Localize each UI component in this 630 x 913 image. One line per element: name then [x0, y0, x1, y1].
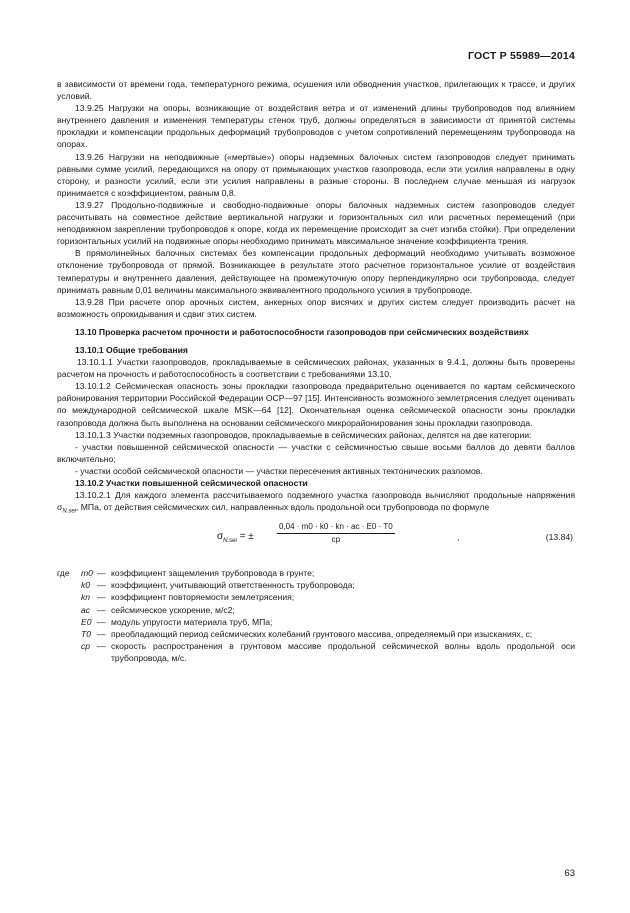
formula-number: (13.84): [545, 532, 573, 543]
doc-code-header: ГОСТ Р 55989—2014: [467, 50, 575, 62]
paragraph-13-10-1-2: 13.10.1.2 Сейсмическая опасность зоны прокладки газопровода предварительно оценивается по картам сейсмического районирования территории Российской Федерации ОСР—97 [15]. Интенсивность возможного землетрясения следует оценивать по международной сейсмической шкале MSK—64 [12]. Окончательная оценка сейсмической опасности зоны прокладки газопровода должна быть выполнена на основании сейсмического микрорайонирования зоны прокладки газопровода.: [57, 381, 575, 428]
document-page: [57, 0, 575, 913]
definition-dash: —: [97, 640, 106, 651]
paragraph-13-9-27: 13.9.27 Продольно-подвижные и свободно-подвижные опоры балочных надземных систем газопроводов следует рассчитывать на совместное действие вертикальной нагрузки и горизонтальных сил или расчетных перемещений (при неподвижном закреплении трубопроводов к опоре, когда их перемещение происходит за счет изгиба стойки). При определении горизонтальных усилий на подвижные опоры необходимо принимать максимальное значение коэффициента трения.: [57, 199, 575, 247]
definition-text: преобладающий период сейсмических колебаний грунтового массива, определяемый при изысканиях, с;: [111, 628, 533, 639]
paragraph-text-part: 13.10.2.1 Для каждого элемента рассчитываемого подземного участка газопровода вычисляют продольные напряжения σ: [57, 490, 575, 513]
definition-dash: —: [97, 580, 106, 591]
paragraph-13-9-25: 13.9.25 Нагрузки на опоры, возникающие от воздействия ветра и от изменений длины трубопроводов под влиянием внутреннего давления и изменения температуры стенок труб, должны определяться в зависимости от принятой системы прокладки и компенсации продольных деформаций трубопроводов с учетом сопротивлений перемещениям трубопровода на опорах.: [57, 103, 575, 150]
list-item-category-2: - участки особой сейсмической опасности — участки пересечения активных тектонических разломов.: [75, 465, 483, 476]
formula-fraction: [277, 521, 395, 546]
definition-text: сейсмическое ускорение, м/с2;: [111, 604, 235, 615]
sigma-subscript: N.sei: [62, 508, 76, 515]
definition-row: [57, 567, 575, 579]
definition-text: коэффициент повторяемости землетрясения;: [111, 592, 295, 603]
paragraph-text-part: , МПа, от действия сейсмических сил, направленных вдоль продольной оси трубопровода по формуле: [75, 502, 490, 513]
definition-dash: —: [97, 628, 106, 639]
where-label: где: [57, 568, 70, 579]
paragraph-13-10-1-1: 13.10.1.1 Участки газопроводов, прокладываемые в сейсмических районах, указанных в 9.4.1, должны быть проверены расчетом на прочность и работоспособность в соответствии с требованиями 13.10.: [57, 357, 575, 380]
definition-row: [57, 628, 575, 640]
page-number: 63: [564, 868, 575, 879]
formula-comma: ,: [457, 532, 460, 543]
formula-equals: =: [239, 531, 246, 543]
definition-dash: —: [97, 568, 106, 579]
formula-13-84: [57, 519, 575, 561]
definition-dash: —: [97, 592, 106, 603]
paragraph-13-9-28: 13.9.28 При расчете опор арочных систем, анкерных опор висячих и других систем следует производить расчет на возможность опрокидывания и сдвиг этих систем.: [57, 296, 575, 319]
formula-numerator: 0,04 · m0 · k0 · kn · ac · E0 · T0: [277, 521, 395, 534]
list-item-category-1: - участки повышенной сейсмической опасности — участки с сейсмичностью свыше восьми баллов до девяти баллов включительно;: [57, 441, 575, 464]
definition-text: скорость распространения в грунтовом массиве продольной сейсмической волны вдоль продольной оси трубопровода, м/с.: [111, 640, 575, 663]
formula-sigma: σ: [217, 531, 224, 543]
symbol-definitions: [57, 567, 575, 664]
definition-row: [57, 640, 575, 664]
definition-dash: —: [97, 616, 106, 627]
document-body: [57, 78, 575, 664]
paragraph-13-10-2-1: [57, 489, 575, 513]
formula-lhs: [217, 531, 254, 543]
definition-text: коэффициент, учитывающий ответственность трубопровода;: [111, 580, 355, 591]
paragraph-straight-systems: В прямолинейных балочных системах без компенсации продольных деформаций необходимо учитывать возможное отклонение трубопровода от прямой. Возникающее в результате этого расчетное горизонтальное усилие от воздействия температуры и внутреннего давления, действующее на промежуточную опору перпендикулярно оси трубопровода, следует принимать равным 0,01 величины максимального эквивалентного продольного усилия в трубопроводе.: [57, 248, 575, 295]
definition-text: коэффициент защемления трубопровода в грунте;: [111, 568, 315, 579]
definition-symbol: k0: [81, 580, 91, 591]
definition-symbol: kn: [81, 592, 91, 603]
definition-symbol: T0: [81, 628, 92, 639]
formula-plus-minus: ±: [248, 531, 254, 543]
subsection-title-13-10-1: 13.10.1 Общие требования: [75, 344, 188, 355]
definition-symbol: ac: [81, 604, 91, 615]
paragraph: в зависимости от времени года, температурного режима, осушения или обводнения участков, прилегающих к трассе, и других условий.: [57, 79, 575, 102]
subsection-title-13-10-2: 13.10.2 Участки повышенной сейсмической опасности: [75, 478, 308, 488]
section-title-13-10: 13.10 Проверка расчетом прочности и работоспособности газопроводов при сейсмических воздействиях: [75, 326, 529, 337]
formula-lhs-subscript: N.sei: [223, 538, 237, 545]
definition-row: [57, 579, 575, 591]
definition-text: модуль упругости материала труб, МПа;: [111, 616, 273, 627]
paragraph-13-10-1-3: 13.10.1.3 Участки подземных газопроводов, прокладываемые в сейсмических районах, делятся на две категории:: [75, 429, 532, 440]
definition-row: [57, 616, 575, 628]
definition-dash: —: [97, 604, 106, 615]
definition-row: [57, 604, 575, 616]
definition-symbol: E0: [81, 616, 92, 627]
definition-symbol: m0: [81, 568, 93, 579]
definition-row: [57, 591, 575, 603]
definition-symbol: cp: [81, 640, 91, 651]
paragraph-13-9-26: 13.9.26 Нагрузки на неподвижные («мертвые») опоры надземных балочных систем газопроводов следует принимать равными сумме усилий, передающихся на опору от примыкающих участков газопровода, если эти усилия направлены в одну сторону, и разности усилий, если эти усилия направлены в разные стороны. В последнем случае меньшая из нагрузок принимается с коэффициентом, равным 0,8.: [57, 151, 575, 198]
formula-denominator: cp: [331, 535, 341, 545]
